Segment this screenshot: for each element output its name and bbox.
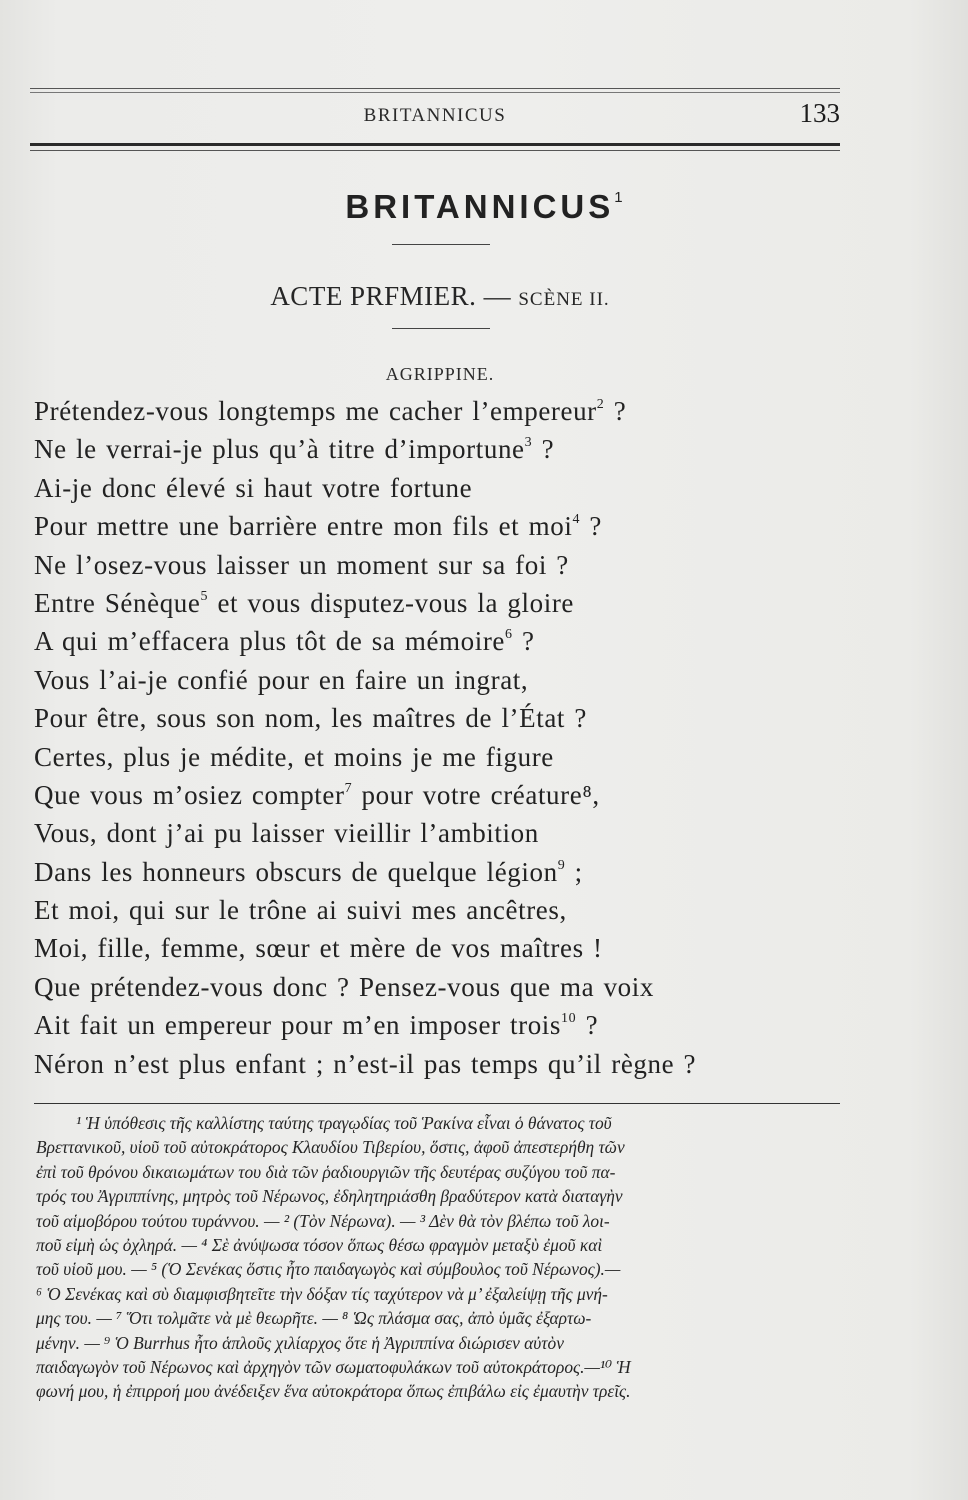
- verse-line: [34, 1006, 864, 1044]
- verse-line: [34, 507, 864, 545]
- verse-line: [34, 853, 864, 891]
- verse-note: 9: [557, 857, 566, 873]
- scene-label: SCÈNE II.: [518, 289, 610, 310]
- title-divider: [392, 244, 490, 245]
- footnote-line: τρός του Ἀγριππίνης, μητρὸς τοῦ Νέρωνος, ἐδηλητηριάσθη βραδύτερον κατὰ διαταγὴν: [36, 1186, 623, 1207]
- verse-text: Néron n’est plus enfant ; n’est-il pas temps qu’il règne ?: [34, 1048, 697, 1079]
- verse-tail: ?: [576, 1010, 599, 1041]
- verse-text: Pour être, sous son nom, les maîtres de l’État ?: [34, 703, 587, 734]
- running-head: [30, 98, 840, 132]
- verse-text: Certes, plus je médite, et moins je me figure: [34, 741, 554, 772]
- verse-note: 7: [344, 780, 353, 796]
- header-rule-top: [30, 88, 840, 89]
- act-scene-heading: [0, 281, 880, 312]
- verse-tail: ?: [604, 396, 627, 426]
- page-number: 133: [799, 98, 840, 128]
- header-rule-top-thin: [30, 92, 840, 93]
- verse-line: [34, 891, 864, 929]
- footnote-rule: [34, 1103, 840, 1104]
- verse-tail: ?: [580, 511, 602, 542]
- verse-line: [34, 968, 864, 1006]
- running-head-title: BRITANNICUS: [363, 105, 507, 126]
- verse-line: [34, 661, 864, 699]
- verse-text: Dans les honneurs obscurs de quelque légion: [34, 856, 558, 887]
- verse-text: Ai-je donc élevé si haut votre fortune: [34, 472, 473, 503]
- play-title: [0, 188, 968, 226]
- verse-line: [34, 584, 864, 622]
- speaker-name: AGRIPPINE.: [385, 364, 495, 384]
- verse-text: A qui m’effacera plus tôt de sa mémoire: [34, 626, 506, 657]
- scene-divider: [392, 328, 490, 329]
- verse-line: [34, 929, 864, 967]
- footnote-line: ἐπὶ τοῦ θρόνου δικαιωμάτων του διὰ τῶν ῥαδιουργιῶν τῆς δευτέρας συζύγου τοῦ πα-: [36, 1161, 616, 1182]
- verse-line: [34, 392, 864, 430]
- verse-text: Vous, dont j’ai pu laisser vieillir l’ambition: [34, 818, 539, 849]
- verse-text: Moi, fille, femme, sœur et mère de vos maîtres !: [34, 933, 603, 964]
- verse-text: Que vous m’osiez compter: [34, 779, 345, 810]
- verse-text: Et moi, qui sur le trône ai suivi mes ancêtres,: [34, 895, 567, 926]
- footnote-line: μένην. — ⁹ Ὁ Burrhus ἦτο ἁπλοῦς χιλίαρχος ὅτε ἡ Ἀγριππίνα διώρισεν αὐτὸν: [36, 1332, 564, 1353]
- footnote-line: ¹ Ἡ ὑπόθεσις τῆς καλλίστης ταύτης τραγῳδίας τοῦ Ῥακίνα εἶναι ὁ θάνατος τοῦ: [76, 1113, 612, 1133]
- play-title-text: BRITANNICUS: [345, 188, 615, 225]
- verse-block: [34, 392, 864, 1083]
- header-rule-bottom: [30, 143, 840, 146]
- footnote-line: τοῦ αἱμοβόρου τούτου τυράννου. — ² (Τὸν Νέρωνα). — ³ Δὲν θὰ τὸν βλέπω τοῦ λοι-: [36, 1210, 610, 1231]
- verse-tail: ;: [565, 856, 583, 887]
- footnote-line: ποῦ εἰμὴ ὡς ὀχληρά. — ⁴ Σὲ ἀνύψωσα τόσον ὅπως θέσω φραγμὸν μεταξὺ ἐμοῦ καὶ: [36, 1234, 603, 1255]
- verse-text: Entre Sénèque: [34, 587, 201, 618]
- verse-line: [34, 1045, 864, 1083]
- verse-text: Que prétendez-vous donc ? Pensez-vous que ma voix: [34, 971, 654, 1002]
- verse-note: 5: [200, 588, 209, 604]
- verse-note: 4: [572, 512, 581, 528]
- act-label: ACTE PRFMIER. —: [270, 281, 512, 311]
- verse-text: Prétendez-vous longtemps me cacher l’empereur: [34, 396, 597, 426]
- verse-tail: pour votre créature⁸,: [352, 779, 600, 810]
- footnote-line: παιδαγωγὸν τοῦ Νέρωνος καὶ ἀρχηγὸν τῶν σωματοφυλάκων τοῦ αὐτοκράτορος.—¹⁰ Ἡ: [36, 1356, 631, 1377]
- verse-line: [34, 546, 864, 584]
- verse-text: Vous l’ai-je confié pour en faire un ingrat,: [34, 664, 529, 695]
- header-rule-bottom-thin: [30, 150, 840, 151]
- verse-line: [34, 469, 864, 507]
- verse-text: Ne l’osez-vous laisser un moment sur sa foi ?: [34, 549, 569, 580]
- footnotes: [36, 1111, 864, 1404]
- verse-text: Ait fait un empereur pour m’en imposer trois: [34, 1010, 562, 1041]
- verse-line: [34, 776, 864, 814]
- verse-line: [34, 738, 864, 776]
- footnote-line: ⁶ Ὁ Σενέκας καὶ σὺ διαμφισβητεῖτε τὴν δόξαν τίς ταχύτερον νὰ μ’ ἐξαλείψῃ τῆς μνή-: [36, 1283, 608, 1304]
- verse-line: [34, 622, 864, 660]
- verse-note: 2: [596, 397, 605, 412]
- verse-note: 10: [561, 1011, 577, 1027]
- verse-tail: ?: [532, 434, 555, 465]
- verse-note: 3: [524, 435, 533, 451]
- verse-line: [34, 814, 864, 852]
- footnote-line: μης του. — ⁷ Ὅτι τολμᾶτε νὰ μὲ θεωρῆτε. — ⁸ Ὡς πλάσμα σας, ἀπὸ ὑμᾶς ἐξαρτω-: [36, 1308, 592, 1329]
- verse-text: Ne le verrai-je plus qu’à titre d’importune: [34, 434, 525, 465]
- footnote-line: τοῦ υἱοῦ μου. — ⁵ (Ὁ Σενέκας ὅστις ἦτο παιδαγωγὸς καὶ σύμβουλος τοῦ Νέρωνος).—: [36, 1259, 621, 1280]
- footnote-line: φωνή μου, ἡ ἐπιρροή μου ἀνέδειξεν ἕνα αὐτοκράτορα ὅπως ἐπιβάλω εἰς ἐμαυτὴν τρεῖς.: [36, 1381, 631, 1402]
- verse-text: Pour mettre une barrière entre mon fils et moi: [34, 511, 573, 542]
- verse-tail: ?: [512, 626, 535, 657]
- footnote-line: Βρεττανικοῦ, υἱοῦ τοῦ αὐτοκράτορος Κλαυδίου Τιβερίου, ὅστις, ἀφοῦ ἀπεστερήθη τῶν: [36, 1137, 625, 1158]
- verse-line: [34, 430, 864, 468]
- play-title-note: 1: [614, 189, 623, 206]
- verse-line: [34, 699, 864, 737]
- verse-note: 6: [505, 627, 513, 643]
- verse-tail: et vous disputez-vous la gloire: [208, 587, 574, 618]
